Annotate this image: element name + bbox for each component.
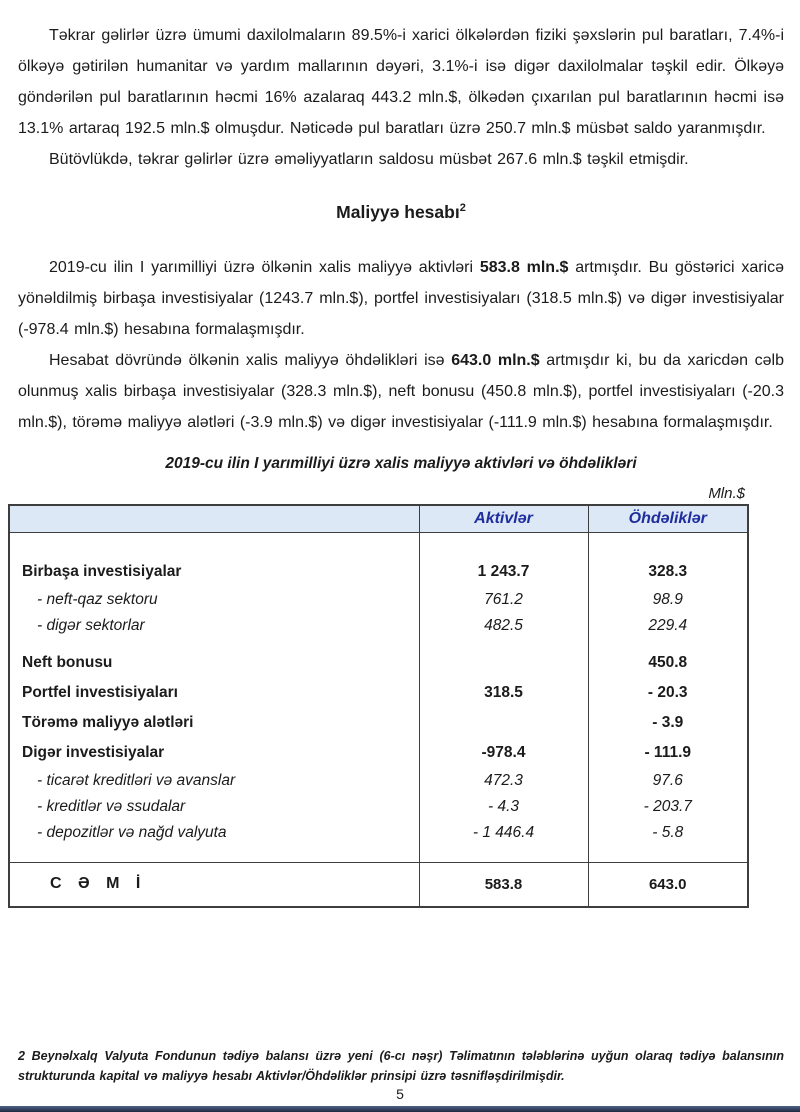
paragraph-net-financial-assets [18,252,784,345]
row-label: - neft-qaz sektoru [37,590,158,608]
financial-table-block [8,485,747,908]
paragraph-secondary-income: Təkrar gəlirlər üzrə ümumi daxilolmaların 89.5%-i xarici ölkələrdən fiziki şəxslərin pul baratları, 7.4%-i ölkəyə gətirilən humanitar və yardım mallarının dəyəri, 3.1%-i isə digər daxilolmalar təşkil edir. Ölkəyə göndərilən pul baratlarının həcmi 16% azalaraq 443.2 mln.$, ölkədən çıxarılan pul baratlarının həcmi isə 13.1% artaraq 192.5 mln.$ olmuşdur. Nəticədə pul baratları üzrə 250.7 mln.$ müsbət saldo yaranmışdır. [18,27,784,137]
table-corner-cell [9,505,419,532]
page-edge-bar [0,1106,800,1112]
total-assets-value: 583.8 [419,862,588,907]
section-heading [18,202,784,223]
liabilities-value: - 111.9 [588,738,748,768]
table-header-row [9,505,748,532]
liabilities-value: - 203.7 [588,794,748,820]
row-label: - depozitlər və nağd valyuta [37,823,227,841]
liabilities-value: 450.8 [588,639,748,678]
financial-accounts-table [8,504,749,908]
column-header-liabilities: Öhdəliklər [588,505,748,532]
assets-value: -978.4 [419,738,588,768]
paragraph-text: Hesabat dövründə ölkənin xalis maliyyə öhdəlikləri isə [49,352,452,369]
page-number: 5 [396,1086,404,1102]
table-row [9,738,748,768]
table-row [9,820,748,863]
assets-value: - 4.3 [419,794,588,820]
column-header-assets: Aktivlər [419,505,588,532]
liabilities-value: 229.4 [588,613,748,639]
assets-value: 318.5 [419,678,588,708]
footnote [18,1046,784,1086]
highlight-value: 583.8 mln.$ [479,259,569,276]
assets-value: 482.5 [419,613,588,639]
table-row [9,678,748,708]
table-unit-label: Mln.$ [708,485,745,502]
paragraph-text: 2019-cu ilin I yarımilliyi üzrə ölkənin xalis maliyyə aktivləri [49,259,480,276]
liabilities-value: - 5.8 [588,820,748,863]
footnote-marker: 2 [18,1049,25,1063]
liabilities-value: 98.9 [588,587,748,613]
row-label: - kreditlər və ssudalar [37,797,186,815]
row-label: - digər sektorlar [37,616,145,634]
footnote-text: Beynəlxalq Valyuta Fondunun tədiyə balansı üzrə yeni (6-cı nəşr) Təlimatının tələblərinə uyğun olaraq tədiyə balansının strukturunda kapital və maliyyə hesabı Aktivlər/Öhdəliklər prinsipi üzrə təsnifləşdirilmişdir. [18,1049,784,1083]
row-label: Neft bonusu [22,653,113,671]
assets-value: - 1 446.4 [419,820,588,863]
footnote-reference: 2 [459,202,466,215]
row-label: Digər investisiyalar [22,743,165,761]
paragraph-secondary-income-balance: Bütövlükdə, təkrar gəlirlər üzrə əməliyyatların saldosu müsbət 267.6 mln.$ təşkil etmişdir. [49,151,689,168]
assets-value [419,708,588,738]
table-row [9,532,748,587]
assets-value [419,639,588,678]
paragraph-text: artmışdır ki, bu da xaricdən cəlb olunmuş xalis birbaşa investisiyalar (328.3 mln.$), neft bonusu (450.8 mln.$), portfel investisiyaları (-20.3 mln.$), törəmə maliyyə alətləri (-3.9 mln.$) və digər investisiyalar (-111.9 mln.$) hesabına formalaşmışdır. [18,352,784,431]
table-row [9,768,748,794]
paragraph-net-financial-liabilities [18,345,784,438]
table-row [9,794,748,820]
row-label: Törəmə maliyyə alətləri [22,713,194,731]
total-label: C Ə M İ [9,862,419,907]
row-label: Portfel investisiyaları [22,683,178,701]
table-total-row [9,862,748,907]
table-title: 2019-cu ilin I yarımilliyi üzrə xalis maliyyə aktivləri və öhdəlikləri [165,455,637,472]
assets-value: 1 243.7 [419,532,588,587]
row-label: Birbaşa investisiyalar [22,562,182,580]
table-row [9,639,748,678]
table-row [9,613,748,639]
section-heading-text: Maliyyə hesabı [336,202,460,222]
assets-value: 761.2 [419,587,588,613]
highlight-value: 643.0 mln.$ [451,352,540,369]
table-row [9,708,748,738]
liabilities-value: 328.3 [588,532,748,587]
liabilities-value: - 3.9 [588,708,748,738]
total-liabilities-value: 643.0 [588,862,748,907]
liabilities-value: 97.6 [588,768,748,794]
row-label: - ticarət kreditləri və avanslar [37,771,236,789]
liabilities-value: - 20.3 [588,678,748,708]
paragraph-text: artmışdır. Bu göstərici xaricə yönəldilmiş birbaşa investisiyalar (1243.7 mln.$), portfel investisiyaları (318.5 mln.$) və digər investisiyalar (-978.4 mln.$) hesabına formalaşmışdır. [18,259,784,338]
table-body [9,532,748,862]
assets-value: 472.3 [419,768,588,794]
table-row [9,587,748,613]
